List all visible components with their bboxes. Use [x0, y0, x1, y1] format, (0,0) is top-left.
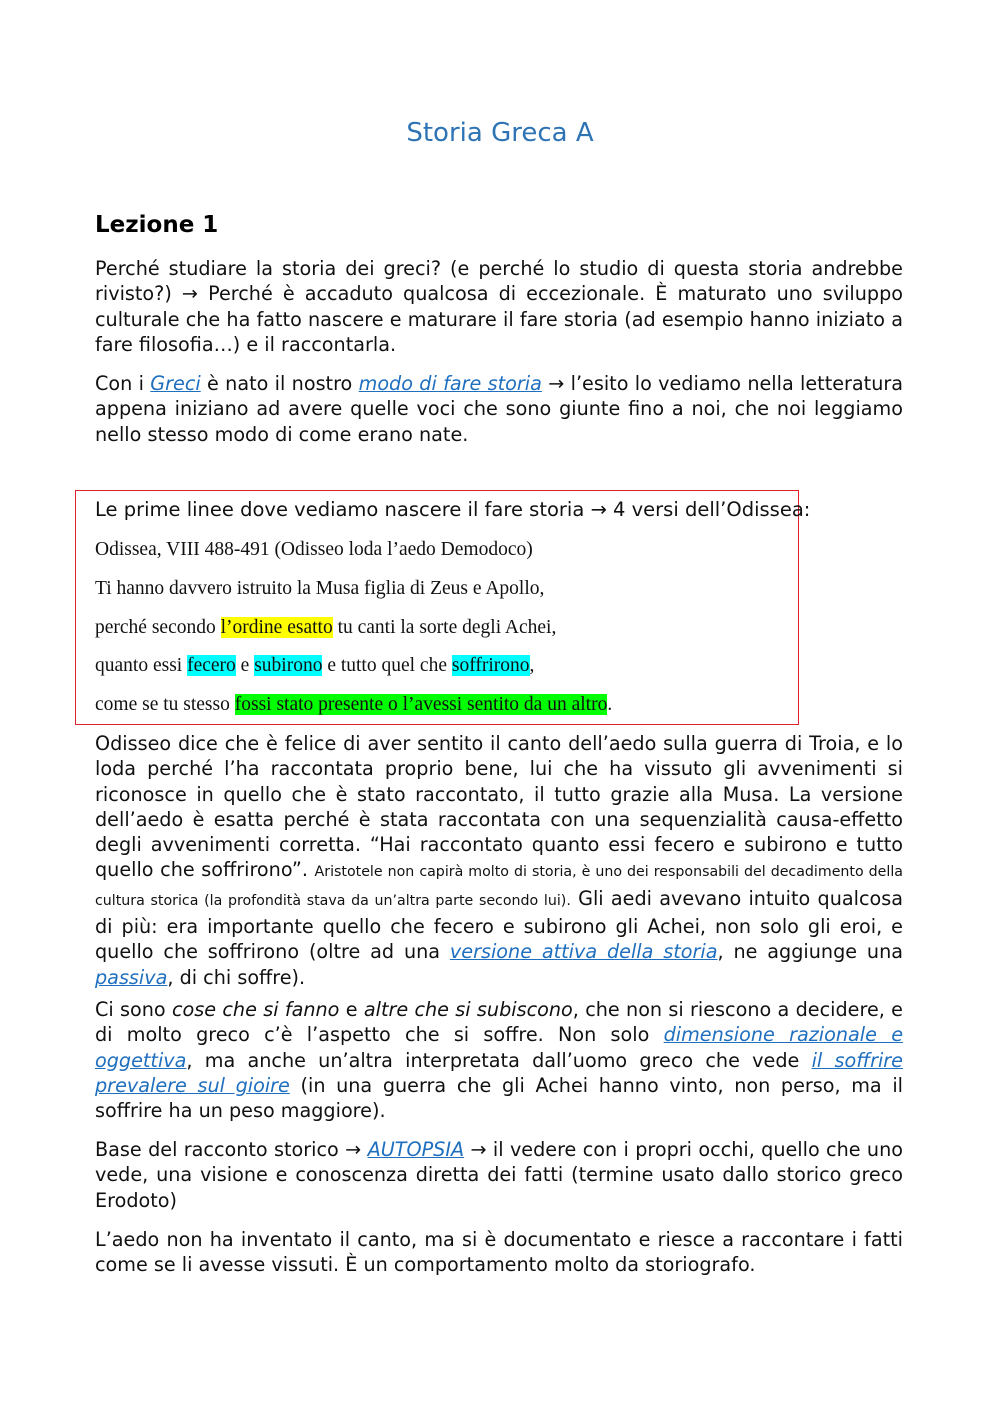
- paragraph-intro: Perché studiare la storia dei greci? (e perché lo studio di questa storia andrebbe rivisto?) → Perché è accaduto qualcosa di eccezionale. È maturato uno sviluppo culturale che ha fatto nascere e maturare il fare storia (ad esempio hanno iniziato a fare filosofia…) e il raccontarla.: [95, 257, 903, 356]
- odyssey-intro: Le prime linee dove vediamo nascere il fare storia → 4 versi dell’Odissea:: [95, 498, 811, 521]
- link-dimensione-razionale[interactable]: dimensione razionale e oggettiva: [95, 1023, 903, 1072]
- aristotle-note: Aristotele non capirà molto di storia, è uno dei responsabili del decadimento della cultura storica (la profondità stava da un’altra parte secondo lui).: [95, 864, 903, 909]
- odyssey-quote-box: [75, 490, 799, 725]
- highlight-ordine-esatto: l’ordine esatto: [220, 617, 333, 638]
- verse-3: quanto essi fecero e subirono e tutto quel che soffrirono,: [95, 655, 535, 676]
- highlight-soffrirono: soffrirono: [451, 655, 530, 676]
- verse-2: perché secondo l’ordine esatto tu canti la sorte degli Achei,: [95, 617, 557, 638]
- highlight-fecero: fecero: [187, 655, 236, 676]
- paragraph-soffrire: Ci sono cose che si fanno e altre che si subiscono, che non si riescono a decidere, e di molto greco c’è l’aspetto che si soffre. Non solo dimensione razionale e oggettiva, ma anche un’altra interpretata dall’uomo greco che vede il soffrire prevalere sul gioire (in una guerra che gli Achei hanno vinto, non perso, ma il soffrire ha un peso maggiore).: [95, 998, 903, 1123]
- link-soffrire-prevalere[interactable]: il soffrire prevalere sul gioire: [95, 1048, 903, 1097]
- paragraph-odisseo: Odisseo dice che è felice di aver sentito il canto dell’aedo sulla guerra di Troia, e lo loda perché l’ha raccontata proprio bene, lui che ha vissuto gli avvenimenti si riconosce in quello che è stato raccontato, il tutto grazie alla Musa. La versione dell’aedo è esatta perché è stata raccontata con una sequenzialità causa-effetto degli avvenimenti corretta. “Hai raccontato quanto essi fecero e subirono e tutto quello che soffrirono”. Aristotele non capirà molto di storia, è uno dei responsabili del decadimento della cultura storica (la profondità stava da un’altra parte secondo lui). Gli aedi avevano intuito qualcosa di più: era importante quello che fecero e subirono gli Achei, non solo gli eroi, e quello che soffrirono (oltre ad una versione attiva della storia, ne aggiunge una passiva, di chi soffre).: [95, 732, 903, 989]
- link-versione-attiva[interactable]: versione attiva della storia: [449, 940, 718, 964]
- paragraph-greeks: Con i Greci è nato il nostro modo di fare storia → l’esito lo vediamo nella letteratura appena iniziano ad avere quelle voci che sono giunte fino a noi, che noi leggiamo nello stesso modo di come erano nate.: [95, 372, 903, 446]
- highlight-subirono: subirono: [254, 655, 323, 676]
- link-greci[interactable]: Greci: [150, 372, 201, 395]
- link-passiva[interactable]: passiva: [95, 965, 168, 989]
- link-modo-di-fare-storia[interactable]: modo di fare storia: [358, 372, 542, 395]
- verse-4: come se tu stesso fossi stato presente o l’avessi sentito da un altro.: [95, 694, 613, 715]
- document-title: Storia Greca A: [406, 118, 594, 148]
- highlight-presente: fossi stato presente o l’avessi sentito da un altro: [234, 694, 608, 715]
- odyssey-source: Odissea, VIII 488-491 (Odisseo loda l’aedo Demodoco): [95, 539, 533, 560]
- verse-1: Ti hanno davvero istruito la Musa figlia di Zeus e Apollo,: [95, 578, 545, 599]
- paragraph-aedo: L’aedo non ha inventato il canto, ma si è documentato e riesce a raccontare i fatti come se li avesse vissuti. È un comportamento molto da storiografo.: [95, 1228, 903, 1277]
- lesson-heading: Lezione 1: [95, 212, 219, 238]
- paragraph-autopsia: Base del racconto storico → AUTOPSIA → il vedere con i propri occhi, quello che uno vede, una visione e conoscenza diretta dei fatti (termine usato dallo storico greco Erodoto): [95, 1138, 903, 1212]
- link-autopsia[interactable]: AUTOPSIA: [367, 1138, 465, 1161]
